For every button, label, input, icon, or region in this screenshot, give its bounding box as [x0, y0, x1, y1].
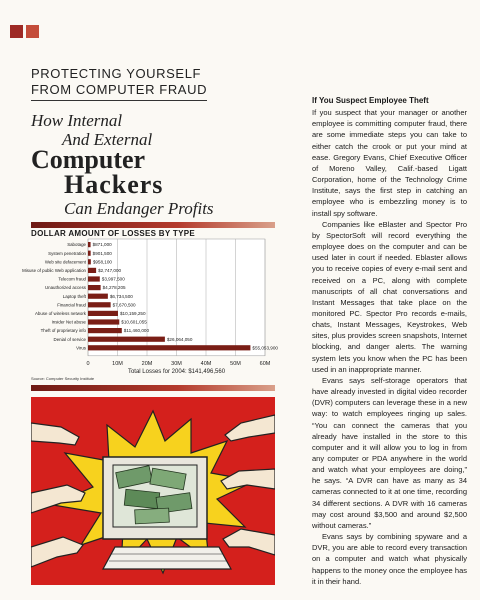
- keyboard: [103, 547, 231, 569]
- chart-value-label: $901,500: [92, 250, 112, 256]
- chart-category-label: Telecom fraud: [58, 276, 86, 282]
- chart-category-label: Denial of service: [53, 336, 86, 342]
- chart-bar: [88, 319, 119, 324]
- chart-value-label: $6,734,500: [109, 293, 133, 299]
- section-title-line-2: FROM COMPUTER FRAUD: [31, 82, 208, 97]
- chart-x-tick-label: 10M: [112, 360, 123, 367]
- article-paragraph-1: If you suspect that your manager or another employee is committing computer fraud, there are some immediate steps you can take to either catch the crook or put your mind at ease. Gregory Evans, Chief Executive Officer of Moreno Valley, Calif.-based Ligatt Corporation, home of the Technology Crime Institute, says the first step in catching an employee who is embezzling money is to install spy software.: [312, 108, 467, 218]
- headline-line-3: Computer: [31, 145, 146, 174]
- chart-x-tick-label: 60M: [259, 360, 271, 367]
- chart-bar: [88, 328, 122, 333]
- headline-line-5: Can Endanger Profits: [64, 199, 214, 218]
- chart-bar: [88, 311, 118, 316]
- chart-category-label: Sabotage: [67, 242, 86, 248]
- chart-category-label: Laptop theft: [62, 293, 86, 299]
- chart-x-axis-label: Total Losses for 2004: $141,496,560: [127, 368, 226, 375]
- chart-category-label: Web site defacement: [44, 259, 86, 265]
- chart-x-tick-label: 50M: [230, 360, 241, 367]
- headline-line-4: Hackers: [64, 170, 164, 199]
- chart-value-label: $4,278,205: [102, 285, 126, 291]
- article-paragraph-2: Companies like eBlaster and Spector Pro by SpectorSoft will record everything the employee does on the computer and can be used later in court if needed. Eblaster allows you to receive copies of every e-mail sent and received on a PC, along with complete manuscripts of all chat conversations and Instant Messages that take place on the monitored PC. Spector Pro records e-mails, chats, Instant Messages, Keystrokes, Web sites, plus provides screen snapshots, Internet blocking, and danger alerts. The warning system lets you know when the PC has been used in an inappropriate manner.: [312, 219, 467, 374]
- chart-value-label: $11,460,000: [123, 328, 150, 334]
- loss-bar-chart: [0, 0, 300, 385]
- chart-category-label: Financial fraud: [57, 302, 86, 308]
- chart-bar: [88, 268, 96, 273]
- chart-value-label: $2,747,000: [98, 268, 122, 273]
- chart-category-label: Abuse of wireless network: [34, 311, 86, 316]
- chart-x-tick-label: 0: [86, 360, 90, 367]
- chart-category-label: Misuse of public Web application: [22, 268, 86, 273]
- chart-bar: [88, 259, 91, 264]
- chart-bar: [88, 345, 250, 350]
- chart-x-tick-label: 40M: [200, 360, 212, 367]
- chart-bar: [88, 276, 100, 281]
- chart-category-label: Insider Net abuse: [51, 319, 86, 325]
- chart-title: DOLLAR AMOUNT OF LOSSES BY TYPE: [31, 229, 195, 238]
- chart-value-label: $10,159,250: [119, 311, 146, 316]
- headline-line-1: How Internal: [31, 111, 123, 130]
- chart-value-label: $26,064,050: [166, 336, 193, 342]
- chart-value-label: $871,000: [92, 242, 112, 248]
- chart-bar: [88, 251, 91, 256]
- chart-category-label: System penetration: [48, 250, 86, 256]
- article-column: [312, 95, 467, 587]
- chart-bar: [88, 294, 108, 299]
- chart-category-label: Unauthorized access: [44, 285, 86, 291]
- article-paragraph-4: Evans says by combining spyware and a DVR, you are able to record every transaction on a computer and watch what physically happens to the money once the employee has it in their hand.: [312, 532, 467, 586]
- article-paragraph-3: Evans says self-storage operators that have already invested in digital video recorder (DVR) computers can leverage these in a new way: to watch employees ringing up sales. “You can connect the cameras that you already have installed in the store to this computer and it will allow you to log in from any computer or PDA anywhere in the world and watch what your employees are doing,” he says. “A DVR can have as many as 34 cameras connected to it at one time, recording 34 different sections. A DVR with 16 cameras may cost around $3,500 and around $2,500 without cameras.”: [312, 375, 467, 530]
- hacker-illustration: [31, 397, 275, 585]
- chart-bottom-rule: [31, 385, 275, 391]
- section-title-line-1: PROTECTING YOURSELF: [31, 66, 202, 81]
- chart-value-label: $55,053,900: [252, 345, 278, 351]
- chart-bar: [88, 285, 101, 290]
- chart-x-tick-label: 30M: [171, 360, 182, 367]
- chart-category-label: Theft of proprietary info: [40, 328, 86, 334]
- chart-x-tick-label: 20M: [141, 360, 153, 367]
- chart-bar: [88, 302, 111, 307]
- chart-bar: [88, 242, 91, 247]
- chart-value-label: $3,997,500: [101, 276, 125, 282]
- chart-value-label: $7,670,500: [112, 302, 136, 308]
- article-heading: If You Suspect Employee Theft: [312, 96, 429, 105]
- chart-value-label: $958,100: [92, 259, 112, 265]
- chart-value-label: $10,601,055: [121, 319, 147, 325]
- chart-bar: [88, 337, 165, 342]
- headline-line-2: And External: [62, 130, 153, 149]
- chart-source: Source: Computer Security Institute: [31, 376, 95, 381]
- chart-category-label: Virus: [76, 345, 86, 351]
